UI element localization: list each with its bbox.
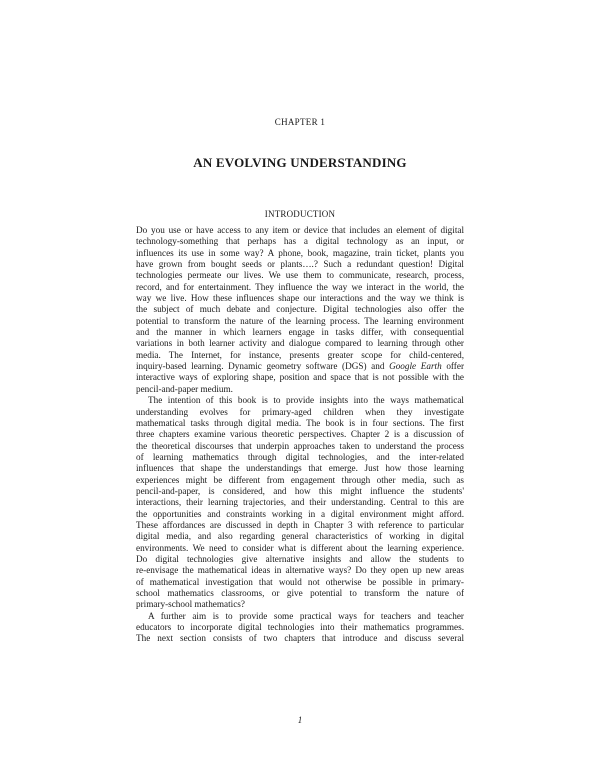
text-line: the theoretical discourses that underpin approaches taken to understand the process bbox=[136, 440, 464, 451]
text-line: A further aim is to provide some practical ways for teachers and teacher bbox=[148, 610, 464, 621]
text-line: the opportunities and constraints working in a digital environment might afford. bbox=[136, 508, 464, 519]
italic-term: Google Earth bbox=[389, 361, 442, 372]
text-segment: inquiry-based learning. Dynamic geometry software (DGS) and bbox=[136, 361, 390, 372]
paragraph-3 bbox=[136, 611, 464, 645]
text-line: interactive ways of exploring shape, position and space that is not possible with the bbox=[136, 372, 464, 383]
chapter-title: AN EVOLVING UNDERSTANDING bbox=[193, 155, 407, 170]
text-line: technologies permeate our lives. We use them to communicate, research, process, bbox=[136, 270, 464, 281]
page-number: 1 bbox=[297, 715, 303, 725]
text-line: interactions, their learning trajectories, and their understanding. Central to this are bbox=[136, 497, 464, 508]
text-line: influences its use in some way? A phone, book, magazine, train ticket, plants you bbox=[136, 247, 464, 258]
text-line: Do digital technologies give alternative insights and allow the students to bbox=[136, 553, 464, 564]
text-line: The intention of this book is to provide insights into the ways mathematical bbox=[148, 395, 464, 406]
text-line: environments. We need to consider what is different about the learning experience. bbox=[136, 542, 464, 553]
text-line: record, and for entertainment. They influence the way we interact in the world, the bbox=[136, 281, 464, 292]
text-line: re-envisage the mathematical ideas in alternative ways? Do they open up new areas bbox=[136, 565, 464, 576]
text-line: experiences might be different from engagement through other media, such as bbox=[136, 474, 464, 485]
text-line: three chapters examine various theoretic perspectives. Chapter 2 is a discussion of bbox=[136, 429, 464, 440]
text-line: of learning mathematics through digital technologies, and the inter-related bbox=[136, 451, 464, 462]
text-line-with-italic bbox=[136, 361, 464, 372]
text-line: of mathematical investigation that would not otherwise be possible in primary- bbox=[136, 576, 464, 587]
text-line: primary-school mathematics? bbox=[136, 599, 245, 610]
text-line: school mathematics classrooms, or give potential to transform the nature of bbox=[136, 588, 464, 598]
text-line: have grown from bought seeds or plants….? Such a redundant question! Digital bbox=[136, 259, 464, 270]
text-line: and the manner in which learners engage in tasks differ, with consequential bbox=[136, 327, 464, 338]
chapter-label: CHAPTER 1 bbox=[274, 117, 326, 127]
text-line: mathematical tasks through digital media. The book is in four sections. The first bbox=[136, 417, 464, 428]
text-line: digital media, and also regarding general characteristics of working in digital bbox=[136, 531, 464, 542]
text-line: media. The Internet, for instance, presents greater scope for child-centered, bbox=[136, 349, 464, 360]
text-line: The next section consists of two chapters that introduce and discuss several bbox=[136, 633, 464, 644]
text-line: influences that shape the understandings that emerge. Just how those learning bbox=[136, 463, 464, 474]
text-line: These affordances are discussed in depth in Chapter 3 with reference to particular bbox=[136, 519, 464, 530]
text-line: pencil-and-paper, is considered, and how this might influence the students' bbox=[136, 485, 464, 496]
text-line: potential to transform the nature of the learning process. The learning environment bbox=[136, 315, 464, 326]
text-line: the subject of much debate and conjecture. Digital technologies also offer the bbox=[136, 304, 464, 315]
section-heading: INTRODUCTION bbox=[264, 209, 336, 219]
text-line: variations in both learner activity and dialogue compared to learning through other bbox=[136, 338, 464, 349]
text-line: way we live. How these influences shape our interactions and the way we think is bbox=[136, 293, 464, 304]
paragraph-2 bbox=[136, 395, 464, 611]
text-line: Do you use or have access to any item or device that includes an element of digital bbox=[136, 225, 464, 235]
text-segment: offer bbox=[441, 361, 464, 372]
paragraph-1 bbox=[136, 225, 464, 395]
body-text bbox=[136, 225, 464, 645]
text-line: educators to incorporate digital technologies into their mathematics programmes. bbox=[136, 622, 464, 633]
text-line: technology-something that perhaps has a digital technology as an input, or bbox=[136, 236, 464, 247]
text-line: pencil-and-paper medium. bbox=[136, 383, 233, 394]
text-line: understanding evolves for primary-aged children when they investigate bbox=[136, 406, 464, 417]
